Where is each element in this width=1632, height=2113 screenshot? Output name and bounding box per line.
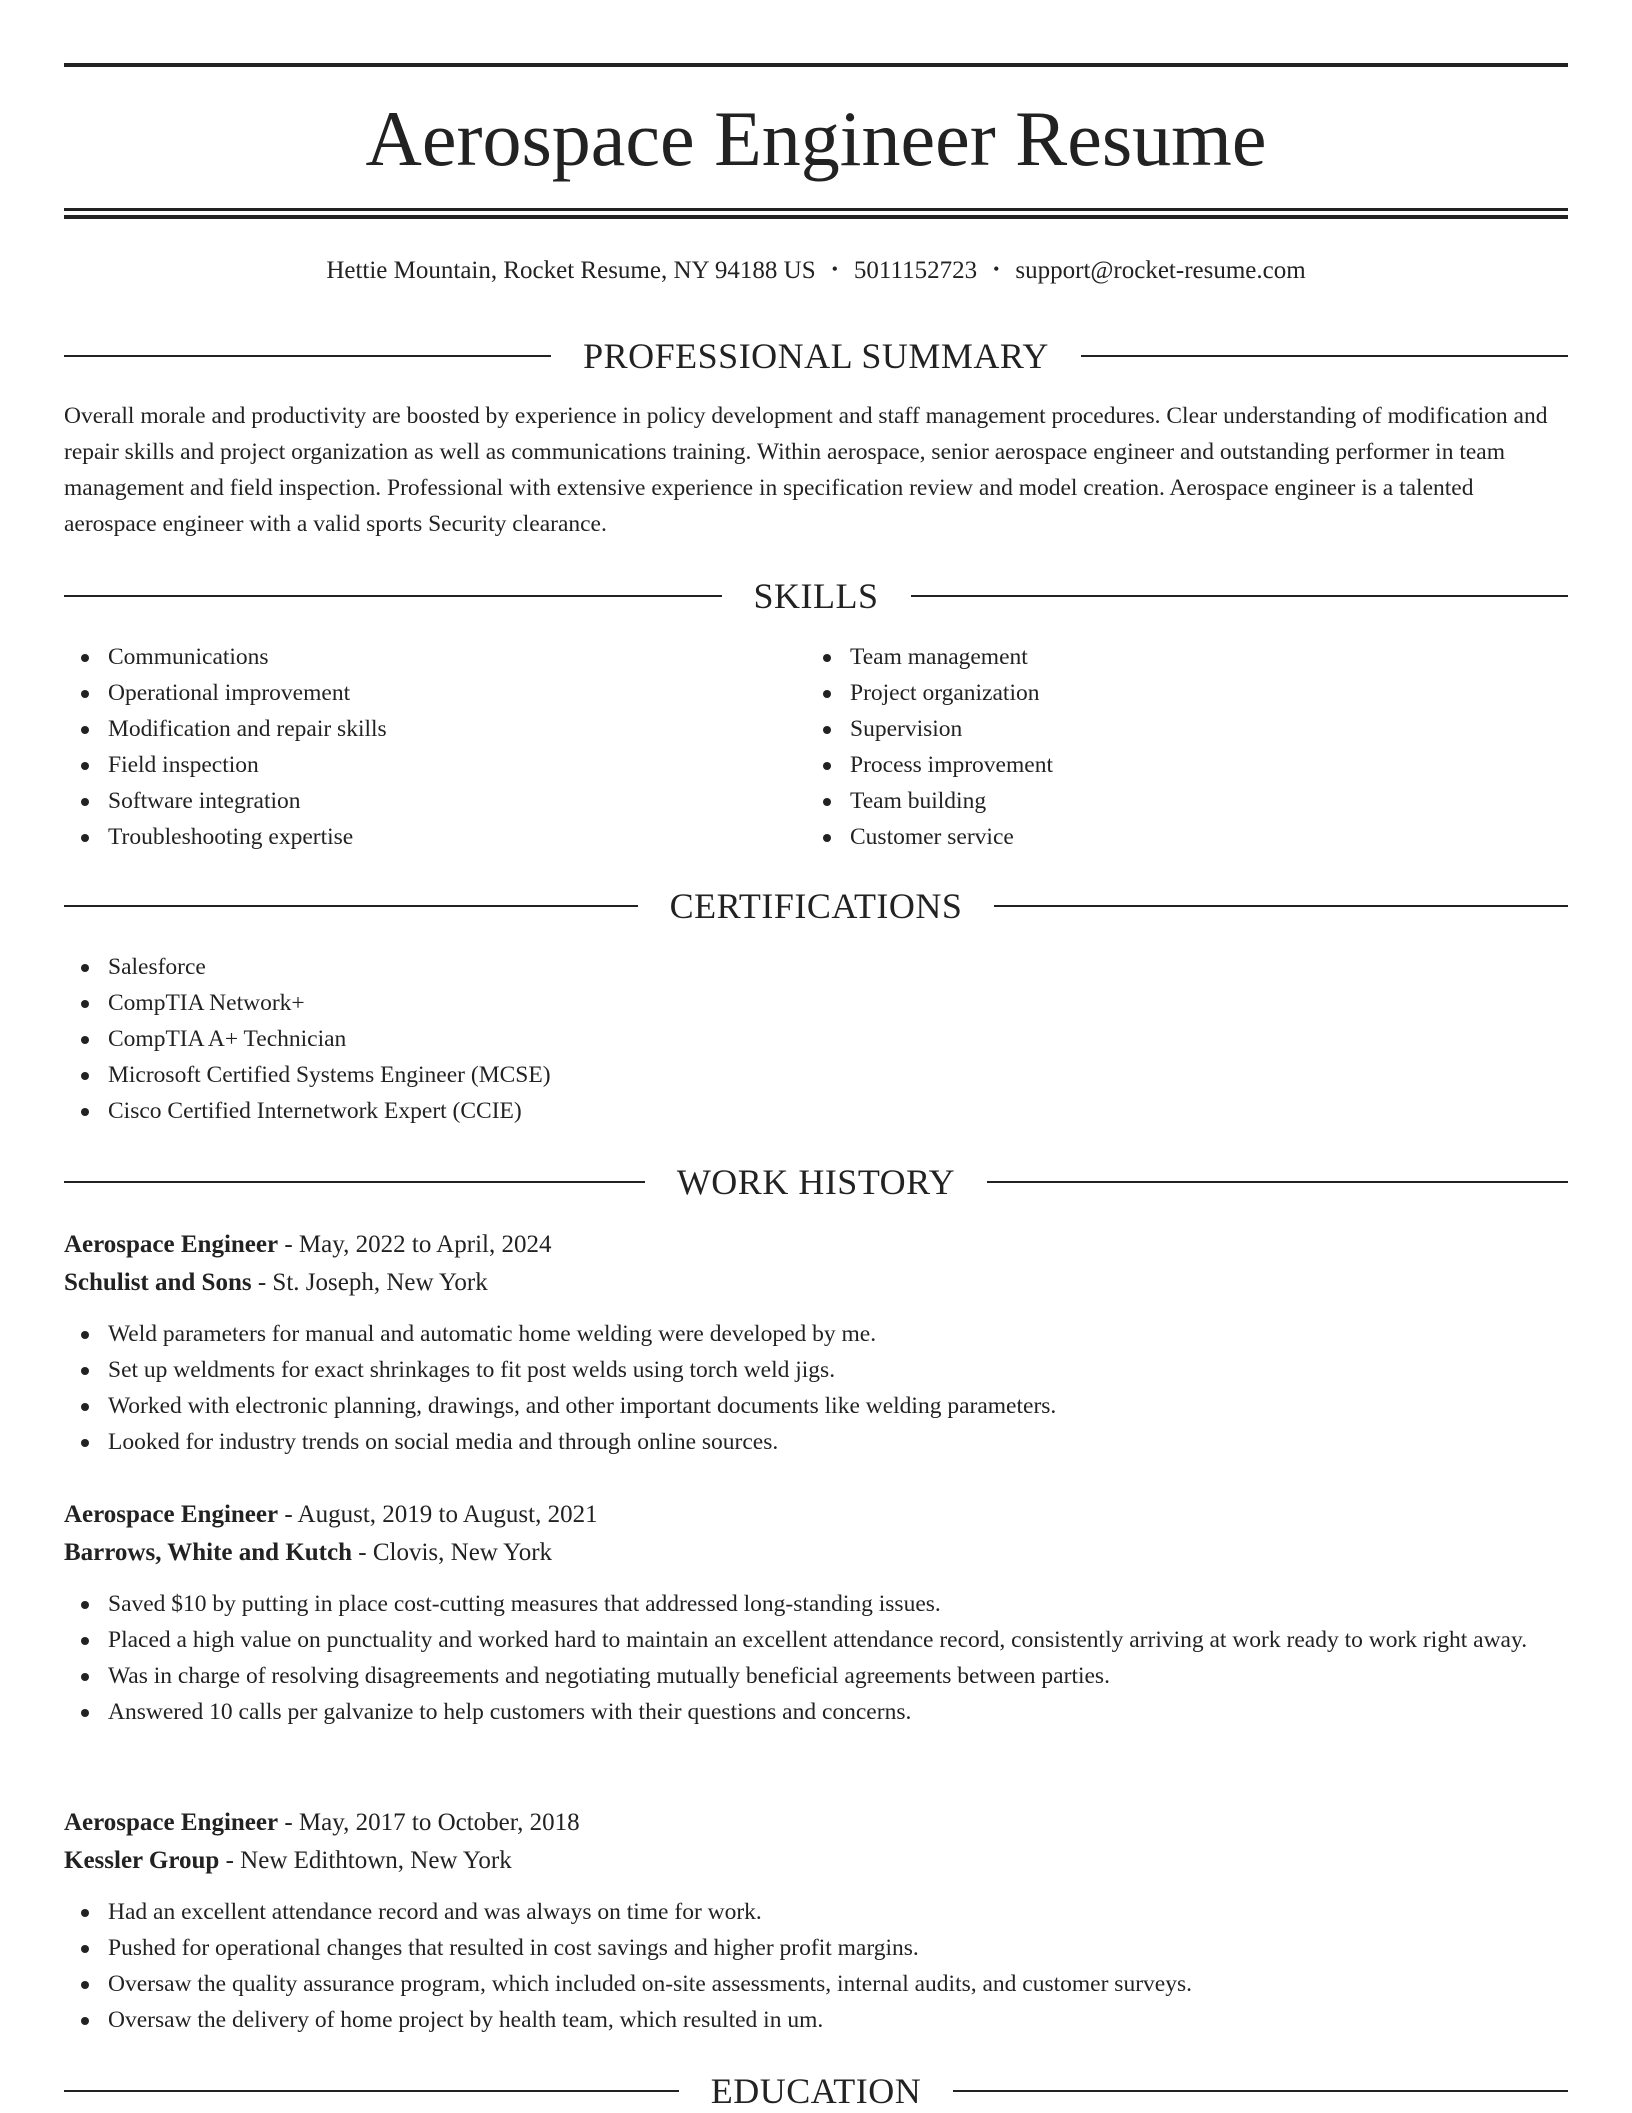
certifications-block xyxy=(64,949,964,1129)
skill-item: Team management xyxy=(806,639,1506,675)
job-bullet: Weld parameters for manual and automatic home welding were developed by me. xyxy=(64,1316,1568,1352)
heading-rule xyxy=(987,1181,1568,1183)
skill-item: Troubleshooting expertise xyxy=(64,819,764,855)
heading-rule xyxy=(1081,355,1568,357)
skill-item: Supervision xyxy=(806,711,1506,747)
job-bullet: Looked for industry trends on social media and through online sources. xyxy=(64,1424,1568,1460)
job-company: Kessler Group xyxy=(64,1847,220,1874)
job-bullet: Saved $10 by putting in place cost-cutting measures that addressed long-standing issues. xyxy=(64,1586,1568,1622)
contact-address: Hettie Mountain, Rocket Resume, NY 94188 US xyxy=(326,257,816,284)
section-heading-skills xyxy=(64,574,1568,618)
skill-item: Customer service xyxy=(806,819,1506,855)
section-title: SKILLS xyxy=(753,576,879,616)
skills-list xyxy=(806,639,1506,855)
section-heading-certifications xyxy=(64,884,1568,928)
job-title-line xyxy=(64,1226,1568,1264)
resume-title: Aerospace Engineer Resume xyxy=(365,95,1267,182)
skill-item: Field inspection xyxy=(64,747,764,783)
job-bullet: Oversaw the delivery of home project by health team, which resulted in um. xyxy=(64,2002,1568,2038)
job-dates: - May, 2017 to October, 2018 xyxy=(278,1809,580,1836)
job-company: Schulist and Sons xyxy=(64,1269,252,1296)
heading-rule xyxy=(64,595,722,597)
job-title-line xyxy=(64,1804,1568,1842)
certification-item: CompTIA Network+ xyxy=(64,985,964,1021)
heading-rule xyxy=(953,2090,1568,2092)
job-entry xyxy=(64,1804,1568,2038)
section-heading-summary xyxy=(64,334,1568,378)
skill-item: Process improvement xyxy=(806,747,1506,783)
job-bullet: Set up weldments for exact shrinkages to fit post welds using torch weld jigs. xyxy=(64,1352,1568,1388)
skill-item: Modification and repair skills xyxy=(64,711,764,747)
skill-item: Software integration xyxy=(64,783,764,819)
section-heading-work-history xyxy=(64,1160,1568,1204)
skill-item: Team building xyxy=(806,783,1506,819)
job-entry xyxy=(64,1226,1568,1460)
skills-list xyxy=(64,639,764,855)
skills-column-right xyxy=(806,639,1506,855)
section-title: WORK HISTORY xyxy=(676,1162,956,1202)
heading-rule xyxy=(64,905,638,907)
title-divider-upper xyxy=(64,208,1568,211)
job-company: Barrows, White and Kutch xyxy=(64,1539,353,1566)
job-dates: - May, 2022 to April, 2024 xyxy=(278,1231,552,1258)
certification-item: Cisco Certified Internetwork Expert (CCIE) xyxy=(64,1093,964,1129)
job-company-line xyxy=(64,1534,1568,1572)
contact-separator: • xyxy=(993,259,1000,279)
job-company-line xyxy=(64,1842,1568,1880)
skill-item: Operational improvement xyxy=(64,675,764,711)
skills-column-left xyxy=(64,639,764,855)
contact-separator: • xyxy=(831,259,838,279)
job-bullet: Worked with electronic planning, drawings, and other important documents like welding parameters. xyxy=(64,1388,1568,1424)
heading-rule xyxy=(994,905,1568,907)
certification-item: CompTIA A+ Technician xyxy=(64,1021,964,1057)
job-title: Aerospace Engineer xyxy=(64,1809,279,1836)
certification-item: Microsoft Certified Systems Engineer (MCSE) xyxy=(64,1057,964,1093)
job-bullet: Placed a high value on punctuality and worked hard to maintain an excellent attendance record, consistently arriving at work ready to work right away. xyxy=(64,1622,1568,1658)
job-bullet: Oversaw the quality assurance program, which included on-site assessments, internal audits, and customer surveys. xyxy=(64,1966,1568,2002)
job-location: - New Edithtown, New York xyxy=(219,1847,512,1874)
job-dates: - August, 2019 to August, 2021 xyxy=(278,1501,598,1528)
skill-item: Project organization xyxy=(806,675,1506,711)
job-bullets xyxy=(64,1316,1568,1460)
job-title: Aerospace Engineer xyxy=(64,1231,279,1258)
job-location: - St. Joseph, New York xyxy=(251,1269,488,1296)
heading-rule xyxy=(64,2090,679,2092)
job-entry xyxy=(64,1496,1568,1730)
contact-email: support@rocket-resume.com xyxy=(1015,257,1306,284)
heading-rule xyxy=(64,1181,645,1183)
title-divider-lower xyxy=(64,215,1568,219)
contact-phone: 5011152723 xyxy=(853,257,978,284)
job-bullet: Answered 10 calls per galvanize to help customers with their questions and concerns. xyxy=(64,1694,1568,1730)
job-bullets xyxy=(64,1586,1568,1730)
job-bullet: Was in charge of resolving disagreements and negotiating mutually beneficial agreements between parties. xyxy=(64,1658,1568,1694)
section-title: EDUCATION xyxy=(710,2071,922,2111)
job-bullet: Had an excellent attendance record and was always on time for work. xyxy=(64,1894,1568,1930)
certification-item: Salesforce xyxy=(64,949,964,985)
job-company-line xyxy=(64,1264,1568,1302)
job-bullets xyxy=(64,1894,1568,2038)
contact-line xyxy=(64,254,1568,289)
top-divider xyxy=(64,63,1568,67)
job-title-line xyxy=(64,1496,1568,1534)
section-title: PROFESSIONAL SUMMARY xyxy=(583,336,1049,376)
certifications-list xyxy=(64,949,964,1129)
job-title: Aerospace Engineer xyxy=(64,1501,279,1528)
section-heading-education xyxy=(64,2069,1568,2113)
summary-text: Overall morale and productivity are boosted by experience in policy development and staff management procedures. Clear understanding of modification and repair skills and project organization as well as communications training. Within aerospace, senior aerospace engineer and outstanding performer in team management and field inspection. Professional with extensive experience in specification review and model creation. Aerospace engineer is a talented aerospace engineer with a valid sports Security clearance. xyxy=(64,403,1548,537)
section-title: CERTIFICATIONS xyxy=(669,886,963,926)
job-location: - Clovis, New York xyxy=(352,1539,553,1566)
skill-item: Communications xyxy=(64,639,764,675)
heading-rule xyxy=(911,595,1569,597)
job-bullet: Pushed for operational changes that resulted in cost savings and higher profit margins. xyxy=(64,1930,1568,1966)
heading-rule xyxy=(64,355,551,357)
